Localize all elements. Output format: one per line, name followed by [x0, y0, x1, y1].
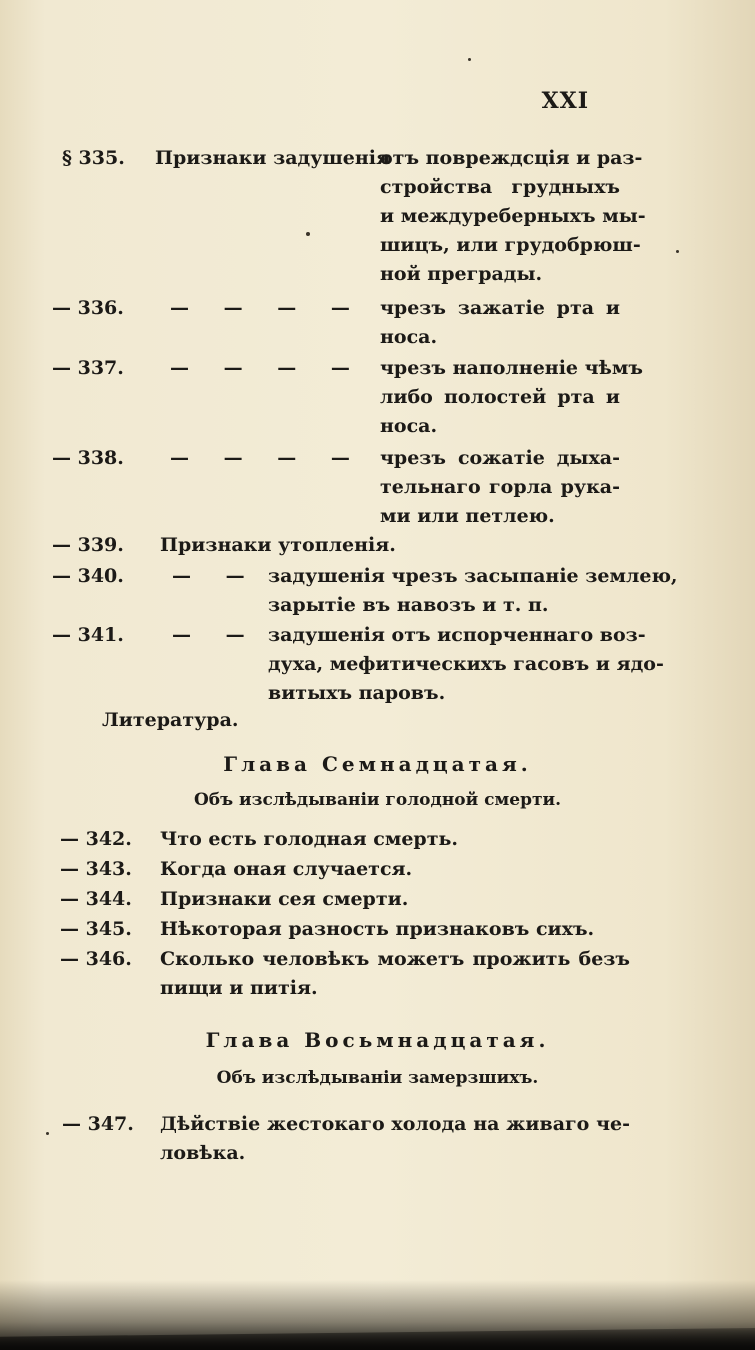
entry-number: — 347. [62, 1113, 134, 1135]
chapter-18-subtitle: Объ изслѣдываніи замерзшихъ. [216, 1068, 539, 1088]
ditto-marks: — — — — [170, 447, 364, 469]
entry-number: — 344. [60, 888, 132, 910]
entry-number: — 336. [52, 297, 124, 319]
entry-text: Признаки утопленія. [160, 534, 396, 556]
entry-text: Когда оная случается. [160, 858, 413, 880]
entry-number: — 339. [52, 534, 124, 556]
entry-line: чрезъ зажатіе рта и [380, 297, 620, 319]
entry-line: либо полостей рта и [380, 386, 620, 408]
entry-text: Что есть голодная смерть. [160, 828, 458, 850]
entry-text [268, 621, 664, 708]
entry-text: Нѣкоторая разность признаковъ сихъ. [160, 918, 595, 940]
entry-line: ловѣка. [160, 1142, 246, 1164]
paper-speck [306, 232, 310, 236]
entry-number: — 346. [60, 948, 132, 970]
entry-line: и междуреберныхъ мы- [380, 205, 646, 227]
entry-text [160, 945, 630, 1003]
entry-line: пищи и питія. [160, 977, 318, 999]
entry-line: Сколько человѣкъ можетъ прожить безъ [160, 948, 630, 970]
entry-text [380, 144, 646, 289]
ditto-marks: — — [172, 565, 259, 587]
entry-text: Признаки сея смерти. [160, 888, 409, 910]
entry-number: — 337. [52, 357, 124, 379]
entry-number: — 343. [60, 858, 132, 880]
page-number: XXI [541, 88, 589, 114]
entry-line: духа, мефитическихъ гасовъ и ядо- [268, 653, 664, 675]
ditto-marks: — — [172, 624, 259, 646]
entry-line: задушенія чрезъ засыпаніе землею, [268, 565, 678, 587]
entry-line: ной преграды. [380, 263, 543, 285]
chapter-17-subtitle: Объ изслѣдываніи голодной смерти. [193, 790, 562, 810]
entry-line: носа. [380, 415, 438, 437]
entry-line: шицъ, или грудобрюш- [380, 234, 641, 256]
paper-speck [46, 1132, 49, 1135]
ditto-marks: — — — — [170, 297, 364, 319]
paper-speck [468, 58, 471, 61]
entry-number: § 335. [62, 147, 125, 169]
paper-speck [676, 250, 679, 253]
entry-line: зарытіе въ навозъ и т. п. [268, 594, 549, 616]
entry-lead: Признаки задушенія [155, 147, 391, 169]
entry-line: чрезъ сожатіе дыха- [380, 447, 620, 469]
entry-line: ми или петлею. [380, 505, 555, 527]
entry-line: Дѣйствіе жестокаго холода на живаго че- [160, 1113, 630, 1135]
entry-line: задушенія отъ испорченнаго воз- [268, 624, 646, 646]
chapter-18-title: Глава Восьмнадцатая. [205, 1028, 550, 1052]
entry-text [380, 444, 620, 531]
literature-label: Литература. [102, 709, 239, 731]
entry-line: чрезъ наполненіе чѣмъ [380, 357, 643, 379]
entry-number: — 345. [60, 918, 132, 940]
entry-line: носа. [380, 326, 438, 348]
entry-text [268, 562, 678, 620]
entry-line: отъ повреждсція и раз- [380, 147, 643, 169]
entry-text [160, 1110, 630, 1168]
entry-line: тельнаго горла рука- [380, 476, 620, 498]
entry-number: — 341. [52, 624, 124, 646]
entry-line: витыхъ паровъ. [268, 682, 446, 704]
entry-text [380, 354, 643, 441]
entry-number: — 338. [52, 447, 124, 469]
chapter-17-title: Глава Семнадцатая. [223, 752, 532, 776]
entry-line: стройства грудныхъ [380, 176, 620, 198]
entry-text [380, 294, 620, 352]
entry-number: — 342. [60, 828, 132, 850]
entry-number: — 340. [52, 565, 124, 587]
ditto-marks: — — — — [170, 357, 364, 379]
